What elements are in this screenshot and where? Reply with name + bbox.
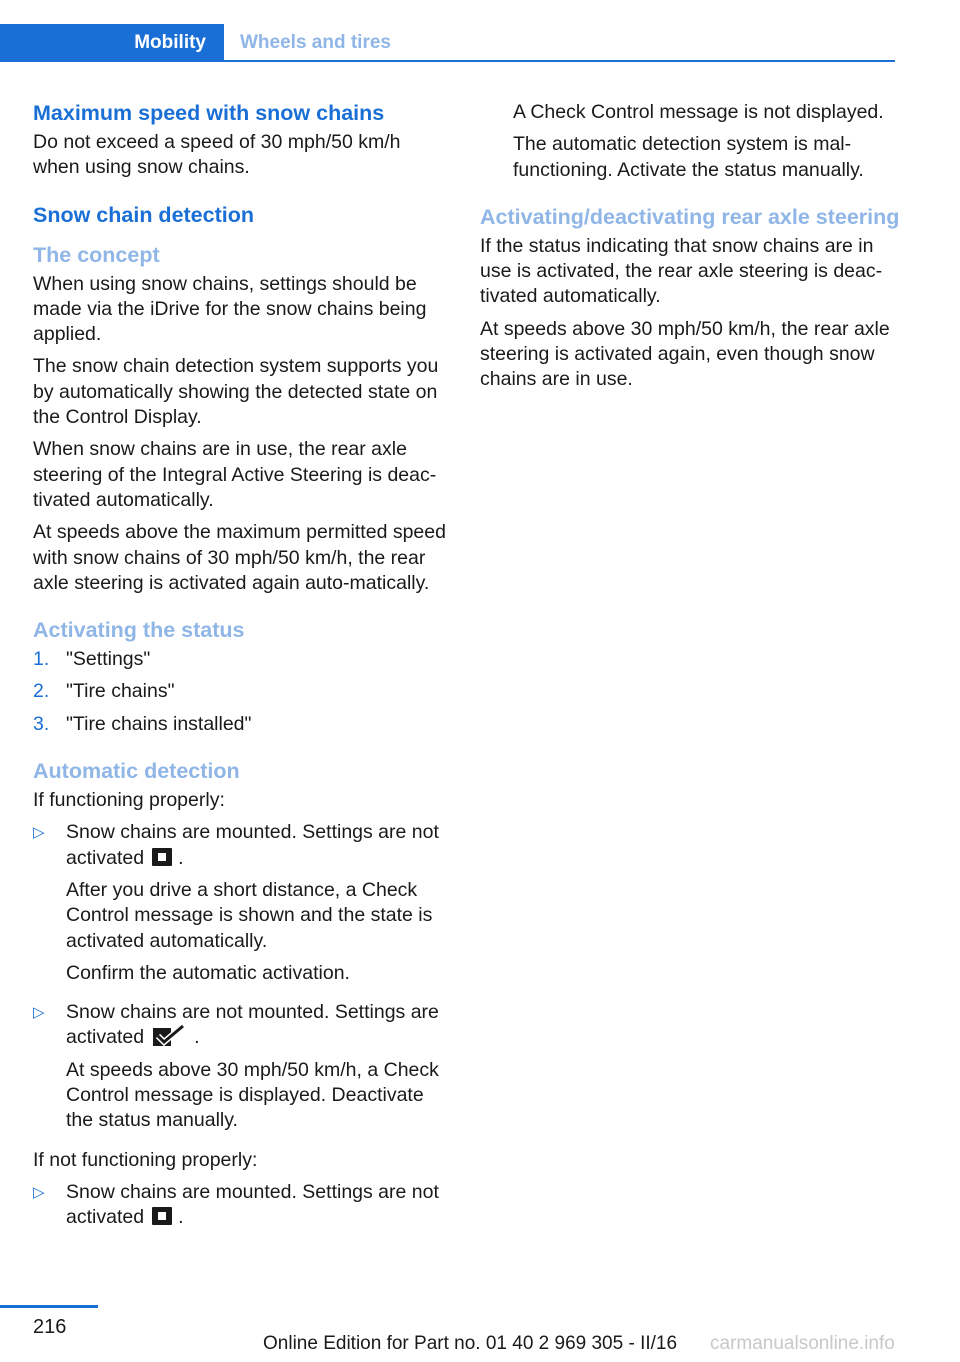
step-item <box>33 712 451 737</box>
para-concept-4: At speeds above the maximum permitted speed with snow chains of 30 mph/50 km/h, the rear axle steering is activated again auto‐matically. <box>33 521 446 594</box>
bullet-item <box>33 1180 451 1238</box>
bullet-2-para-2: At speeds above 30 mph/50 km/h, a Check Control message is displayed. Deactivate the status manually. <box>66 1058 439 1132</box>
step-text: "Settings" <box>66 648 151 671</box>
bullets-not-functioning <box>33 1180 451 1238</box>
page-number: 216 <box>33 1316 67 1338</box>
tab-wheels-label: Wheels and tires <box>240 32 391 53</box>
period: . <box>194 1026 200 1049</box>
period: . <box>178 846 184 869</box>
bullet-1-para-3: Confirm the automatic activation. <box>66 961 350 984</box>
bullet-1-text: Snow chains are mounted. Settings are not activated <box>66 821 439 869</box>
para-rear-2: At speeds above 30 mph/50 km/h, the rear axle steering is activated again, even though snow chains are in use. <box>480 317 890 391</box>
footer-rule <box>0 1305 98 1308</box>
step-text: "Tire chains installed" <box>66 712 252 735</box>
bullet-3-text: Snow chains are mounted. Settings are not activated <box>66 1180 439 1229</box>
para-concept-2: The snow chain detection system supports you by automatically showing the detected state on the Control Display. <box>33 355 439 429</box>
bullet-triangle-icon: ▷ <box>33 1004 45 1022</box>
para-max-speed: Do not exceed a speed of 30 mph/50 km/h when using snow chains. <box>33 131 401 179</box>
bullet-2-text: Snow chains are not mounted. Settings are activated <box>66 1001 439 1049</box>
para-rear-1: If the status indicating that snow chains are in use is activated, the rear axle steering is deac‐tivated automatically. <box>480 234 883 308</box>
checkbox-checked-icon <box>152 1025 186 1047</box>
checkbox-empty-icon <box>152 1207 172 1225</box>
tab-mobility[interactable] <box>0 24 224 62</box>
watermark-text: carmanualsonline.info <box>710 1333 895 1354</box>
bullet-triangle-icon: ▷ <box>33 824 45 842</box>
tab-wheels-and-tires[interactable] <box>240 24 391 62</box>
steps-list <box>33 647 451 737</box>
bullet-triangle-icon: ▷ <box>33 1183 45 1201</box>
checkbox-empty-icon <box>152 848 172 866</box>
para-malfunction: The automatic detection system is mal‐functioning. Activate the status manually. <box>513 133 864 181</box>
step-item <box>33 679 451 704</box>
step-text: "Tire chains" <box>66 680 175 703</box>
step-number: 2. <box>33 680 50 703</box>
para-concept-3: When snow chains are in use, the rear axle steering of the Integral Active Steering is deac‐tivated automatically. <box>33 438 437 511</box>
para-functioning: If functioning properly: <box>33 789 225 812</box>
header-rule <box>0 60 895 62</box>
left-column <box>33 100 451 1245</box>
para-concept-1: When using snow chains, settings should be made via the iDrive for the snow chains being applied. <box>33 272 427 346</box>
step-item <box>33 647 451 672</box>
bullet-item <box>33 820 451 993</box>
right-column <box>480 100 900 400</box>
bullet-1-para-2: After you drive a short distance, a Check Control message is shown and the state is activated automatically. <box>66 878 433 952</box>
para-cc-not-displayed: A Check Control message is not displayed. <box>513 101 884 123</box>
heading-rear-axle: Activating/deactivating rear axle steering <box>480 204 900 229</box>
step-number: 3. <box>33 712 50 735</box>
heading-automatic-detection: Automatic detection <box>33 759 240 784</box>
heading-snow-chain-detection: Snow chain detection <box>33 202 254 227</box>
period: . <box>178 1206 184 1229</box>
heading-max-speed: Maximum speed with snow chains <box>33 101 385 125</box>
heading-activating-status: Activating the status <box>33 618 245 643</box>
step-number: 1. <box>33 648 50 671</box>
edition-text: Online Edition for Part no. 01 40 2 969 305 - II/16 <box>263 1333 678 1354</box>
heading-concept: The concept <box>33 242 160 267</box>
para-not-functioning: If not functioning properly: <box>33 1148 258 1171</box>
bullet-item <box>33 1000 451 1140</box>
bullets-functioning <box>33 820 451 1140</box>
tab-mobility-label: Mobility <box>134 32 206 53</box>
